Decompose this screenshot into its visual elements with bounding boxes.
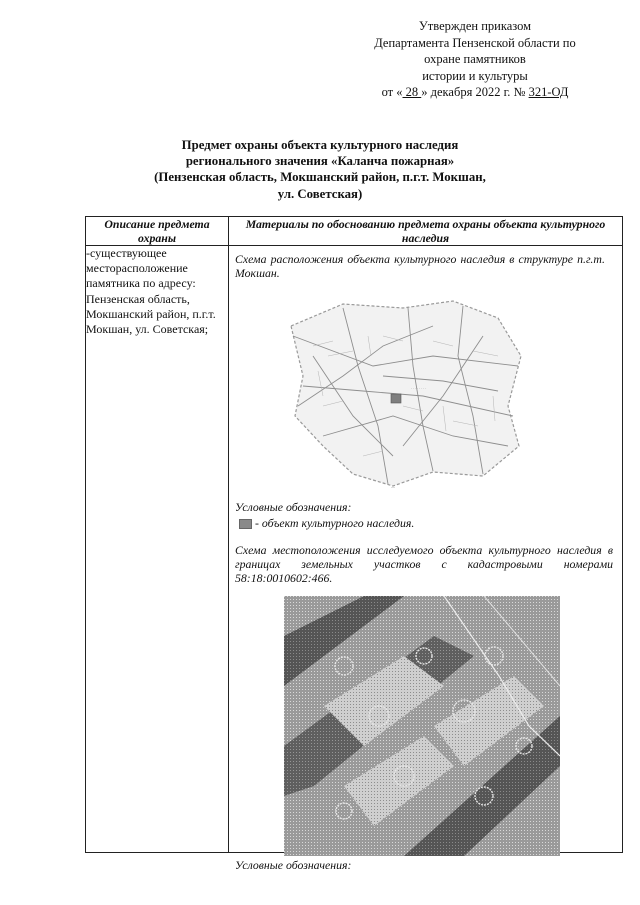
legend-title: Условные обозначения: (235, 500, 352, 514)
aerial-photo-image (284, 596, 560, 856)
settlement-map-image (283, 296, 528, 496)
date-day: 28 (402, 85, 422, 99)
legend-row (239, 516, 414, 531)
approval-line-4: истории и культуры (422, 68, 528, 83)
heritage-object-swatch-icon (239, 519, 252, 529)
legend-item-label: - объект культурного наследия. (255, 516, 415, 530)
svg-text:· · · · · · · ·: · · · · · · · · (411, 387, 427, 391)
legend2-title: Условные обозначения: (235, 858, 352, 872)
table-row (86, 246, 623, 853)
scheme2-caption: Схема местоположения исследуемого объекта культурного наследия в границах земельных участков с кадастровыми номерами 58:18:0010602:466. (235, 543, 613, 585)
title-line-2: регионального значения «Каланча пожарная» (185, 154, 455, 169)
title-line-4: ул. Советская) (277, 186, 363, 201)
header-materials: Материалы по обоснованию предмета охраны объекта культурного наследия (229, 217, 623, 246)
date-middle: » декабря 2022 г. № (421, 85, 529, 99)
materials-cell (229, 246, 623, 872)
approval-block (340, 18, 610, 101)
title-line-3: (Пензенская область, Мокшанский район, п.г.т. Мокшан, (154, 170, 486, 185)
description-cell: -существующее месторасположение памятника по адресу: Пензенская область, Мокшанский район, п.г.т. Мокшан, ул. Советская; (86, 246, 229, 853)
order-number: 321-ОД (528, 85, 569, 99)
scheme1-caption: Схема расположения объекта культурного наследия в структуре п.г.т. Мокшан. (235, 252, 605, 280)
document-title (150, 137, 490, 202)
protection-table (85, 216, 623, 872)
approval-date-line (340, 84, 610, 101)
header-description: Описание предмета охраны (86, 217, 229, 246)
approval-line-2: Департамента Пензенской области по (374, 35, 576, 50)
approval-line-3: охране памятников (424, 52, 526, 66)
svg-text:—: — (391, 484, 395, 489)
date-prefix: от « (381, 85, 403, 99)
table-header-row (86, 217, 623, 246)
approval-line-1: Утвержден приказом (418, 19, 532, 33)
title-line-1: Предмет охраны объекта культурного наследия (181, 138, 459, 152)
